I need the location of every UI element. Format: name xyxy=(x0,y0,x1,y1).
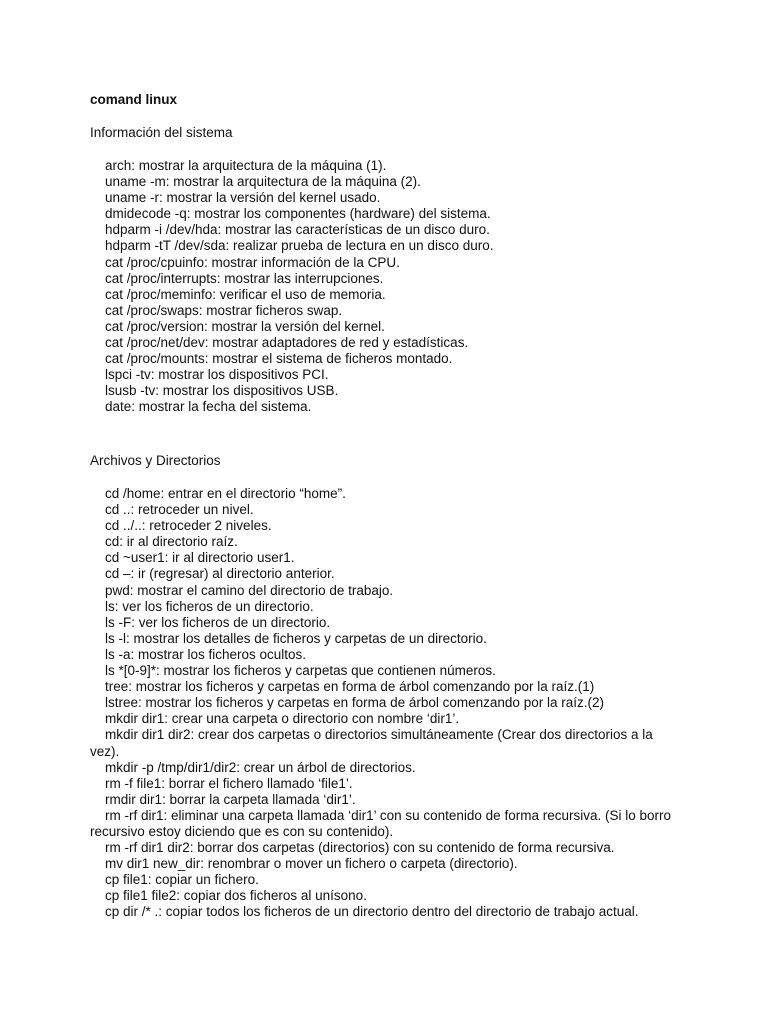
command-item: cat /proc/cpuinfo: mostrar información de la CPU. xyxy=(105,254,400,270)
command-item: rm -rf dir1 dir2: borrar dos carpetas (directorios) con su contenido de forma recursiva. xyxy=(105,840,615,856)
command-item: mkdir dir1 dir2: crear dos carpetas o directorios simultáneamente (Crear dos directorios a la vez). xyxy=(90,727,653,759)
command-item: lstree: mostrar los ficheros y carpetas en forma de árbol comenzando por la raíz.(2) xyxy=(105,695,604,711)
command-item: mkdir -p /tmp/dir1/dir2: crear un árbol de directorios. xyxy=(105,759,416,775)
command-item: cat /proc/interrupts: mostrar las interrupciones. xyxy=(105,270,384,286)
command-item: lspci -tv: mostrar los dispositivos PCI. xyxy=(105,367,329,383)
command-item: cd /home: entrar en el directorio “home”. xyxy=(105,486,346,501)
command-list-system-info xyxy=(90,158,680,416)
command-item: arch: mostrar la arquitectura de la máquina (1). xyxy=(105,158,387,173)
command-item: ls -a: mostrar los ficheros ocultos. xyxy=(105,646,307,662)
command-item: tree: mostrar los ficheros y carpetas en forma de árbol comenzando por la raíz.(1) xyxy=(105,679,595,695)
section-heading-system-info: Información del sistema xyxy=(90,125,233,140)
command-item: hdparm -tT /dev/sda: realizar prueba de lectura en un disco duro. xyxy=(105,238,494,254)
command-item: cat /proc/mounts: mostrar el sistema de ficheros montado. xyxy=(105,351,453,367)
command-item: rmdir dir1: borrar la carpeta llamada ‘dir1’. xyxy=(105,791,356,807)
command-item: cp file1 file2: copiar dos ficheros al unísono. xyxy=(105,888,367,904)
command-item: cd –: ir (regresar) al directorio anterior. xyxy=(105,566,335,582)
command-item: mv dir1 new_dir: renombrar o mover un fichero o carpeta (directorio). xyxy=(105,856,518,872)
command-item: mkdir dir1: crear una carpeta o directorio con nombre ‘dir1’. xyxy=(105,711,460,727)
command-item: ls *[0-9]*: mostrar los ficheros y carpetas que contienen números. xyxy=(105,663,496,679)
command-item: uname -m: mostrar la arquitectura de la máquina (2). xyxy=(105,174,421,190)
command-list-files-dirs xyxy=(90,486,680,921)
section-heading-files-dirs: Archivos y Directorios xyxy=(90,453,221,468)
command-item: cd ..: retroceder un nivel. xyxy=(105,502,254,518)
command-item: uname -r: mostrar la versión del kernel usado. xyxy=(105,190,381,206)
command-item: cat /proc/version: mostrar la versión del kernel. xyxy=(105,318,385,334)
command-item: pwd: mostrar el camino del directorio de trabajo. xyxy=(105,582,394,598)
command-item: cp dir /* .: copiar todos los ficheros de un directorio dentro del directorio de trabajo actual. xyxy=(105,904,639,920)
command-item: rm -f file1: borrar el fichero llamado ‘file1’. xyxy=(105,775,353,791)
command-item: cp file1: copiar un fichero. xyxy=(105,872,259,888)
command-item: cat /proc/meminfo: verificar el uso de memoria. xyxy=(105,286,386,302)
command-item: ls -l: mostrar los detalles de ficheros y carpetas de un directorio. xyxy=(105,630,487,646)
command-item: hdparm -i /dev/hda: mostrar las características de un disco duro. xyxy=(105,222,490,238)
command-item: cd ../..: retroceder 2 niveles. xyxy=(105,518,272,534)
command-item: ls -F: ver los ficheros de un directorio. xyxy=(105,614,331,630)
command-item: dmidecode -q: mostrar los componentes (hardware) del sistema. xyxy=(105,206,491,222)
command-item: cd ~user1: ir al directorio user1. xyxy=(105,550,295,566)
command-item: lsusb -tv: mostrar los dispositivos USB. xyxy=(105,383,339,399)
command-item: date: mostrar la fecha del sistema. xyxy=(105,399,312,415)
command-item: cat /proc/swaps: mostrar ficheros swap. xyxy=(105,302,343,318)
command-item: cd: ir al directorio raíz. xyxy=(105,534,238,550)
command-item: rm -rf dir1: eliminar una carpeta llamada ‘dir1’ con su contenido de forma recursiva. (Si lo borro recursivo estoy diciendo que es con su contenido). xyxy=(90,807,671,839)
command-item: ls: ver los ficheros de un directorio. xyxy=(105,598,314,614)
document-title: comand linux xyxy=(90,92,178,107)
command-item: cat /proc/net/dev: mostrar adaptadores de red y estadísticas. xyxy=(105,335,469,351)
